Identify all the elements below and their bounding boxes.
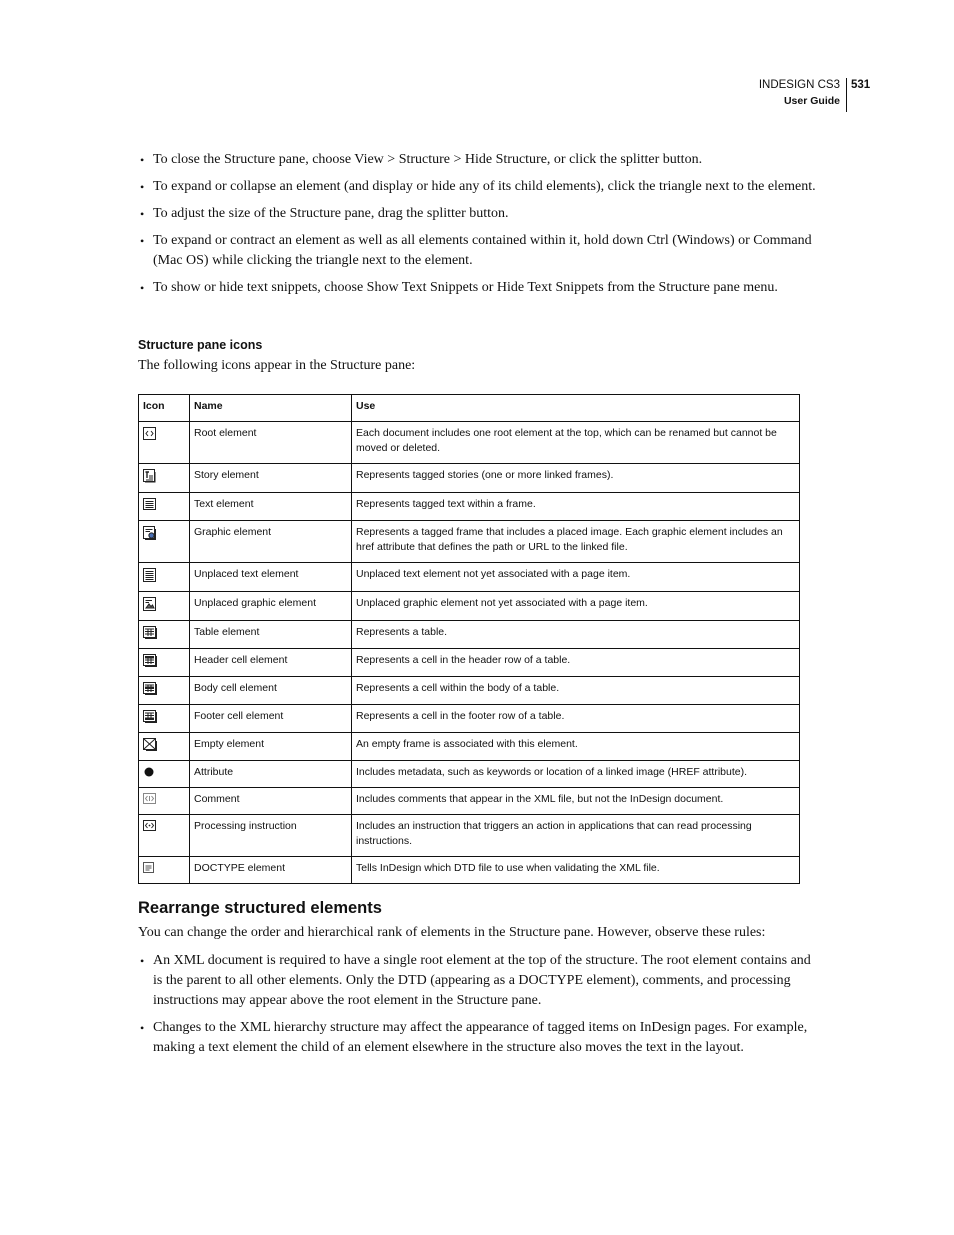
- section-heading-icons: Structure pane icons: [138, 338, 263, 352]
- table-header-row: [139, 395, 800, 422]
- name-cell: Body cell element: [190, 677, 352, 705]
- name-cell: DOCTYPE element: [190, 857, 352, 884]
- name-cell: Comment: [190, 788, 352, 815]
- column-header-name: Name: [190, 395, 352, 422]
- header-product: INDESIGN CS3: [758, 79, 840, 91]
- name-cell: Header cell element: [190, 649, 352, 677]
- name-cell: Table element: [190, 621, 352, 649]
- use-cell: Represents a cell in the footer row of a table.: [352, 705, 800, 733]
- icon-cell: [139, 464, 190, 493]
- table-row: [139, 563, 800, 592]
- name-cell: Text element: [190, 493, 352, 521]
- use-cell: Represents a table.: [352, 621, 800, 649]
- icon-cell: [139, 857, 190, 884]
- section-heading-rearrange: Rearrange structured elements: [138, 899, 382, 917]
- table-row: [139, 592, 800, 621]
- table-element-icon: [143, 626, 158, 639]
- table-row: [139, 677, 800, 705]
- use-cell: Unplaced text element not yet associated with a page item.: [352, 563, 800, 592]
- table-row: [139, 521, 800, 563]
- table-row: [139, 761, 800, 788]
- use-cell: Each document includes one root element at the top, which can be renamed but cannot be moved or deleted.: [352, 422, 800, 464]
- use-cell: Includes comments that appear in the XML file, but not the InDesign document.: [352, 788, 800, 815]
- text-element-icon: [143, 498, 157, 511]
- name-cell: Empty element: [190, 733, 352, 761]
- icon-cell: [139, 815, 190, 857]
- name-cell: Story element: [190, 464, 352, 493]
- root-element-icon: [143, 427, 156, 440]
- structure-icons-table: [138, 394, 800, 884]
- icon-cell: [139, 649, 190, 677]
- name-cell: Unplaced text element: [190, 563, 352, 592]
- processing-instruction-icon: [143, 820, 157, 832]
- name-cell: Graphic element: [190, 521, 352, 563]
- empty-element-icon: [143, 738, 157, 751]
- icon-cell: [139, 422, 190, 464]
- table-row: [139, 857, 800, 884]
- list-item: • To expand or collapse an element (and display or hide any of its child elements), click the triangle next to the element.: [138, 177, 818, 197]
- doctype-element-icon: [143, 862, 155, 874]
- footer-cell-element-icon: [143, 710, 158, 723]
- use-cell: Unplaced graphic element not yet associated with a page item.: [352, 592, 800, 621]
- header-cell-element-icon: [143, 654, 158, 667]
- table-row: [139, 464, 800, 493]
- body-cell-element-icon: [143, 682, 158, 695]
- section-intro-icons: The following icons appear in the Structure pane:: [138, 358, 416, 373]
- use-cell: Represents a cell in the header row of a table.: [352, 649, 800, 677]
- table-row: [139, 649, 800, 677]
- rearrange-rules-list: [138, 951, 818, 1065]
- icon-cell: [139, 677, 190, 705]
- attribute-icon: [143, 766, 155, 778]
- list-item: • To close the Structure pane, choose View > Structure > Hide Structure, or click the splitter button.: [138, 150, 818, 170]
- running-header: [700, 78, 871, 112]
- use-cell: Represents a tagged frame that includes a placed image. Each graphic element includes an href attribute that defines the path or URL to the linked file.: [352, 521, 800, 563]
- icon-cell: [139, 788, 190, 815]
- structure-pane-tips-list: [138, 150, 818, 305]
- page-number: 531: [851, 79, 871, 91]
- column-header-icon: Icon: [139, 395, 190, 422]
- name-cell: Root element: [190, 422, 352, 464]
- use-cell: An empty frame is associated with this element.: [352, 733, 800, 761]
- list-item: • To adjust the size of the Structure pane, drag the splitter button.: [138, 204, 818, 224]
- table-row: [139, 788, 800, 815]
- name-cell: Footer cell element: [190, 705, 352, 733]
- icon-cell: [139, 592, 190, 621]
- name-cell: Attribute: [190, 761, 352, 788]
- icon-cell: [139, 563, 190, 592]
- table-row: [139, 733, 800, 761]
- section-intro-rearrange: You can change the order and hierarchical rank of elements in the Structure pane. However, observe these rules:: [138, 925, 766, 940]
- use-cell: Represents tagged text within a frame.: [352, 493, 800, 521]
- use-cell: Represents tagged stories (one or more linked frames).: [352, 464, 800, 493]
- list-item: • Changes to the XML hierarchy structure may affect the appearance of tagged items on InDesign pages. For example, making a text element the child of an element elsewhere in the structure also moves the text in the layout.: [138, 1018, 818, 1058]
- list-item: • To show or hide text snippets, choose Show Text Snippets or Hide Text Snippets from the Structure pane menu.: [138, 278, 818, 298]
- unplaced-graphic-element-icon: [143, 597, 157, 611]
- icon-cell: [139, 493, 190, 521]
- table-row: [139, 493, 800, 521]
- column-header-use: Use: [352, 395, 800, 422]
- header-guide: User Guide: [783, 95, 840, 107]
- list-item: • An XML document is required to have a single root element at the top of the structure. The root element contains and is the parent to all other elements. Only the DTD (appearing as a DOCTYPE element), comments, and processing instructions may appear above the root element in the Structure pane.: [138, 951, 818, 1011]
- icon-cell: [139, 705, 190, 733]
- list-item: • To expand or contract an element as well as all elements contained within it, hold down Ctrl (Windows) or Command (Mac OS) while clicking the triangle next to the element.: [138, 231, 818, 271]
- icon-cell: [139, 621, 190, 649]
- table-row: [139, 705, 800, 733]
- use-cell: Tells InDesign which DTD file to use when validating the XML file.: [352, 857, 800, 884]
- table-row: [139, 422, 800, 464]
- story-element-icon: [143, 469, 157, 483]
- name-cell: Processing instruction: [190, 815, 352, 857]
- table-row: [139, 621, 800, 649]
- graphic-element-icon: [143, 526, 157, 540]
- icon-cell: [139, 761, 190, 788]
- use-cell: Includes metadata, such as keywords or location of a linked image (HREF attribute).: [352, 761, 800, 788]
- icon-cell: [139, 521, 190, 563]
- unplaced-text-element-icon: [143, 568, 157, 582]
- use-cell: Includes an instruction that triggers an action in applications that can read processing instructions.: [352, 815, 800, 857]
- name-cell: Unplaced graphic element: [190, 592, 352, 621]
- icon-cell: [139, 733, 190, 761]
- comment-icon: [143, 793, 157, 805]
- table-row: [139, 815, 800, 857]
- use-cell: Represents a cell within the body of a table.: [352, 677, 800, 705]
- header-divider: [846, 78, 847, 112]
